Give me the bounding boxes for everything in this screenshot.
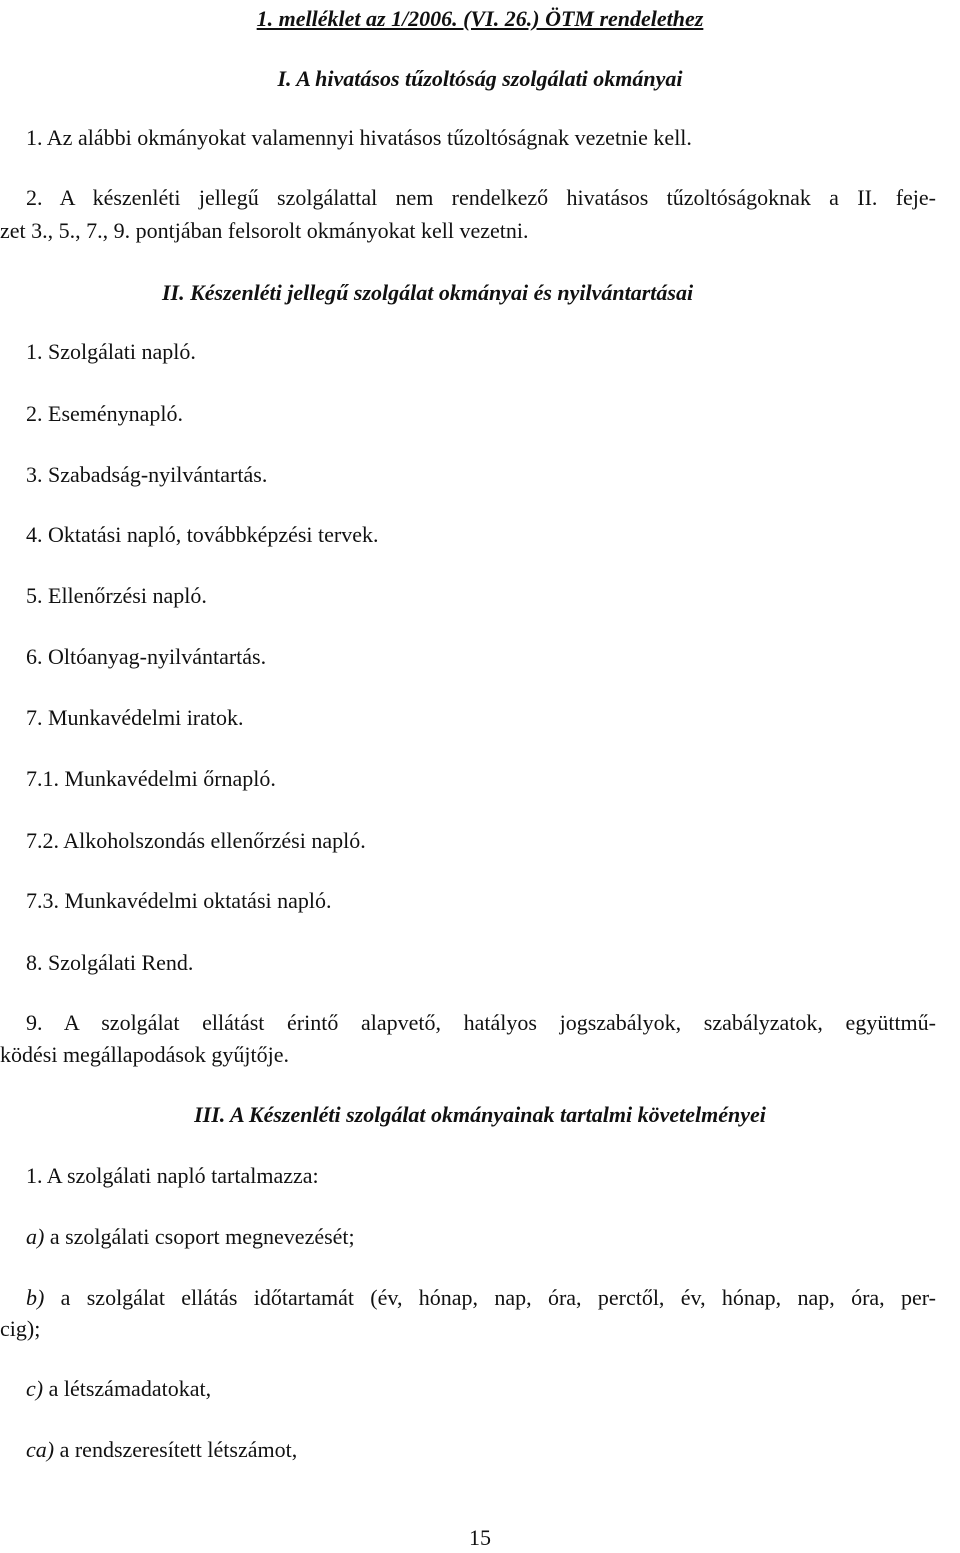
annex-title: 1. melléklet az 1/2006. (VI. 26.) ÖTM rendelethez [256,6,704,31]
page-number: 15 [469,1525,491,1550]
item-b-line-2: cig); [0,1316,41,1341]
section1-paragraph-2-line-1: 2. A készenléti jellegű szolgálattal nem rendelkező hivatásos tűzoltóságoknak a II. feje- [26,185,936,210]
list-item: 4. Oktatási napló, továbbképzési tervek. [26,522,379,547]
list-item: 8. Szolgálati Rend. [26,950,194,975]
item-a-label: a) [26,1224,45,1249]
item-ca [26,1435,297,1465]
list-item: 3. Szabadság-nyilvántartás. [26,462,268,487]
section1-paragraph-2-line-2: zet 3., 5., 7., 9. pontjában felsorolt okmányokat kell vezetni. [0,218,529,243]
section1-title: I. A hivatásos tűzoltóság szolgálati okmányai [277,66,683,91]
item-a-text: a szolgálati csoport megnevezését; [44,1224,355,1249]
list-item: 5. Ellenőrzési napló. [26,583,207,608]
section3-title: III. A Készenléti szolgálat okmányainak tartalmi követelményei [194,1102,766,1127]
item-a [26,1222,355,1252]
list-item: 2. Eseménynapló. [26,401,184,426]
item-b-line-1 [26,1283,936,1313]
item-c-text: a létszámadatokat, [43,1376,212,1401]
list-item: 6. Oltóanyag-nyilvántartás. [26,644,267,669]
list-item-9-line-2: ködési megállapodások gyűjtője. [0,1042,289,1067]
item-c [26,1374,211,1404]
list-item-9-line-1: 9. A szolgálat ellátást érintő alapvető, hatályos jogszabályok, szabályzatok, együttmű- [26,1010,936,1035]
item-b-label: b) [26,1285,45,1310]
list-item: 7. Munkavédelmi iratok. [26,705,244,730]
item-b-text-line-1: a szolgálat ellátás időtartamát (év, hónap, nap, óra, perctől, év, hónap, nap, óra, per- [44,1285,936,1310]
item-ca-label: ca) [26,1437,55,1462]
section3-intro: 1. A szolgálati napló tartalmazza: [26,1163,319,1188]
list-item: 7.1. Munkavédelmi őrnapló. [26,766,276,791]
list-item: 7.2. Alkoholszondás ellenőrzési napló. [26,828,366,853]
section2-title: II. Készenléti jellegű szolgálat okmányai és nyilvántartásai [162,280,694,305]
item-ca-text: a rendszeresített létszámot, [54,1437,298,1462]
section1-paragraph-1: 1. Az alábbi okmányokat valamennyi hivatásos tűzoltóságnak vezetnie kell. [26,125,692,150]
list-item: 7.3. Munkavédelmi oktatási napló. [26,888,332,913]
item-c-label: c) [26,1376,44,1401]
list-item: 1. Szolgálati napló. [26,339,196,364]
